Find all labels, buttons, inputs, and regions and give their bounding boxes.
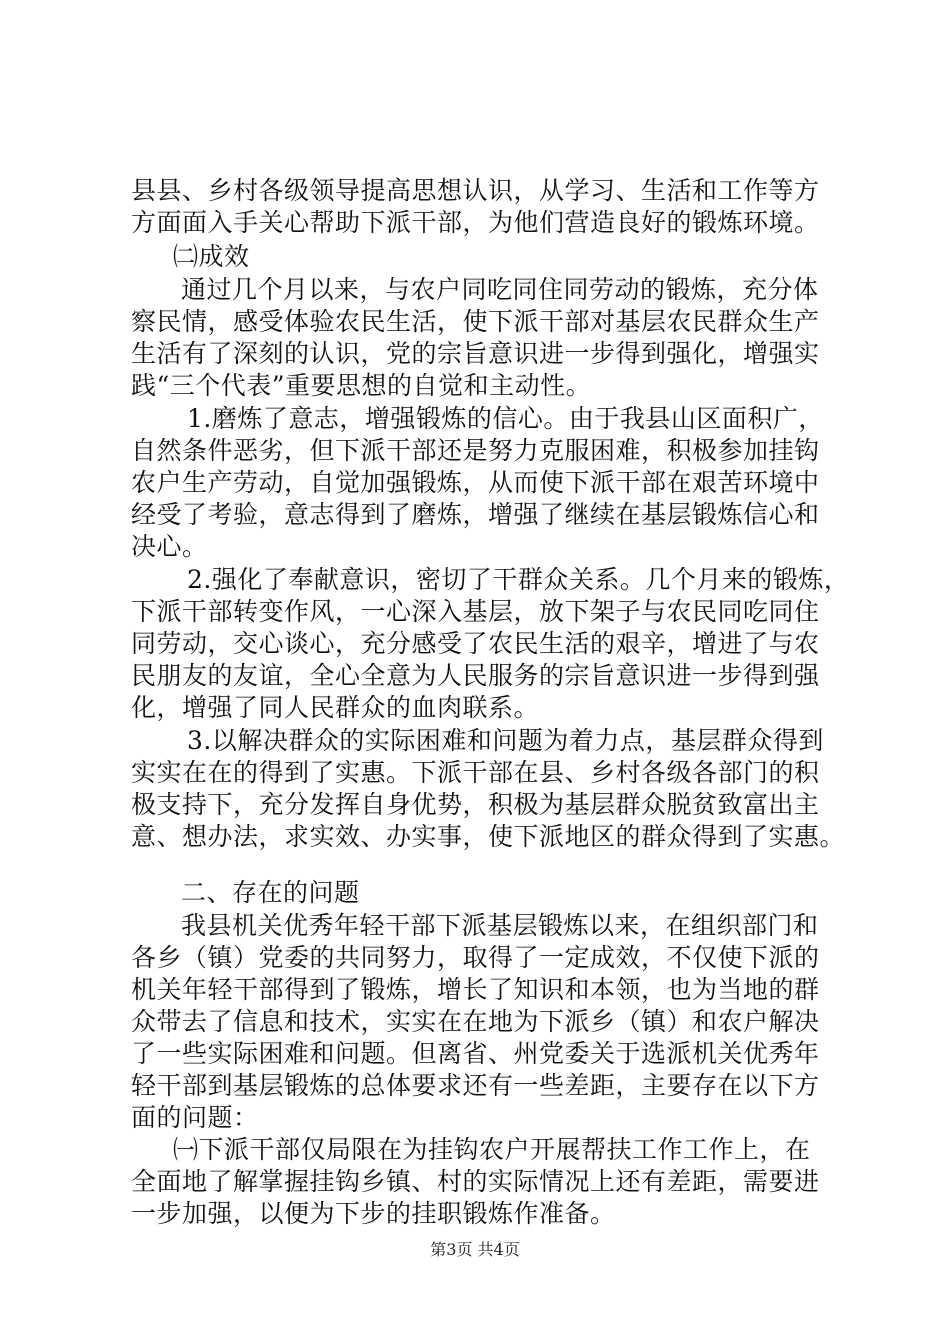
text-line: 全面地了解掌握挂钩乡镇、村的实际情况上还有差距，需要进 <box>131 1167 820 1196</box>
text-line: 化，增强了同人民群众的血肉联系。 <box>131 693 540 722</box>
text-line: 意、想办法，求实效、办实事，使下派地区的群众得到了实惠。 <box>131 822 846 851</box>
text-line: ㈠下派干部仅局限在为挂钩农户开展帮扶工作工作上，在 <box>173 1135 811 1164</box>
text-line: 同劳动，交心谈心，充分感受了农民生活的艰辛，增进了与农 <box>131 629 820 658</box>
text-line: 决心。 <box>131 532 208 561</box>
text-line: 实实在在的得到了实惠。下派干部在县、乡村各级各部门的积 <box>131 758 820 787</box>
text-line: 一步加强，以便为下步的挂职锻炼作准备。 <box>131 1199 616 1228</box>
text-line: 通过几个月以来，与农户同吃同住同劳动的锻炼，充分体 <box>181 275 819 304</box>
text-line: 2.强化了奉献意识，密切了干群众关系。几个月来的锻炼， <box>187 565 850 594</box>
text-line: 1.磨炼了意志，增强锻炼的信心。由于我县山区面积广， <box>187 404 824 433</box>
text-line: 自然条件恶劣，但下派干部还是努力克服困难，积极参加挂钩 <box>131 436 820 465</box>
text-line: 县县、乡村各级领导提高思想认识，从学习、生活和工作等方 <box>131 176 820 205</box>
text-line: 生活有了深刻的认识，党的宗旨意识进一步得到强化，增强实 <box>131 339 820 368</box>
text-line: 民朋友的友谊，全心全意为人民服务的宗旨意识进一步得到强 <box>131 661 820 690</box>
text-line: 极支持下，充分发挥自身优势，积极为基层群众脱贫致富出主 <box>131 790 820 819</box>
section-heading: ㈡成效 <box>173 242 250 271</box>
text-line: 各乡（镇）党委的共同努力，取得了一定成效，不仅使下派的 <box>131 943 820 972</box>
text-line: 方面面入手关心帮助下派干部，为他们营造良好的锻炼环境。 <box>131 208 820 237</box>
text-line: 众带去了信息和技术，实实在在地为下派乡（镇）和农户解决 <box>131 1007 820 1036</box>
text-line: 3.以解决群众的实际困难和问题为着力点，基层群众得到 <box>187 726 824 755</box>
page-number-footer: 第3页 共4页 <box>430 1240 520 1259</box>
text-line: 面的问题： <box>131 1103 259 1132</box>
text-line: 了一些实际困难和问题。但离省、州党委关于选派机关优秀年 <box>131 1039 820 1068</box>
text-line: 轻干部到基层锻炼的总体要求还有一些差距，主要存在以下方 <box>131 1071 820 1100</box>
text-line: 农户生产劳动，自觉加强锻炼，从而使下派干部在艰苦环境中 <box>131 468 820 497</box>
text-line: 践“三个代表”重要思想的自觉和主动性。 <box>131 371 592 400</box>
text-line: 机关年轻干部得到了锻炼，增长了知识和本领，也为当地的群 <box>131 975 820 1004</box>
text-line: 经受了考验，意志得到了磨炼，增强了继续在基层锻炼信心和 <box>131 500 820 529</box>
text-line: 我县机关优秀年轻干部下派基层锻炼以来，在组织部门和 <box>181 911 819 940</box>
text-line: 察民情，感受体验农民生活，使下派干部对基层农民群众生产 <box>131 307 820 336</box>
section-heading: 二、存在的问题 <box>181 878 360 907</box>
text-line: 下派干部转变作风，一心深入基层，放下架子与农民同吃同住 <box>131 597 820 626</box>
